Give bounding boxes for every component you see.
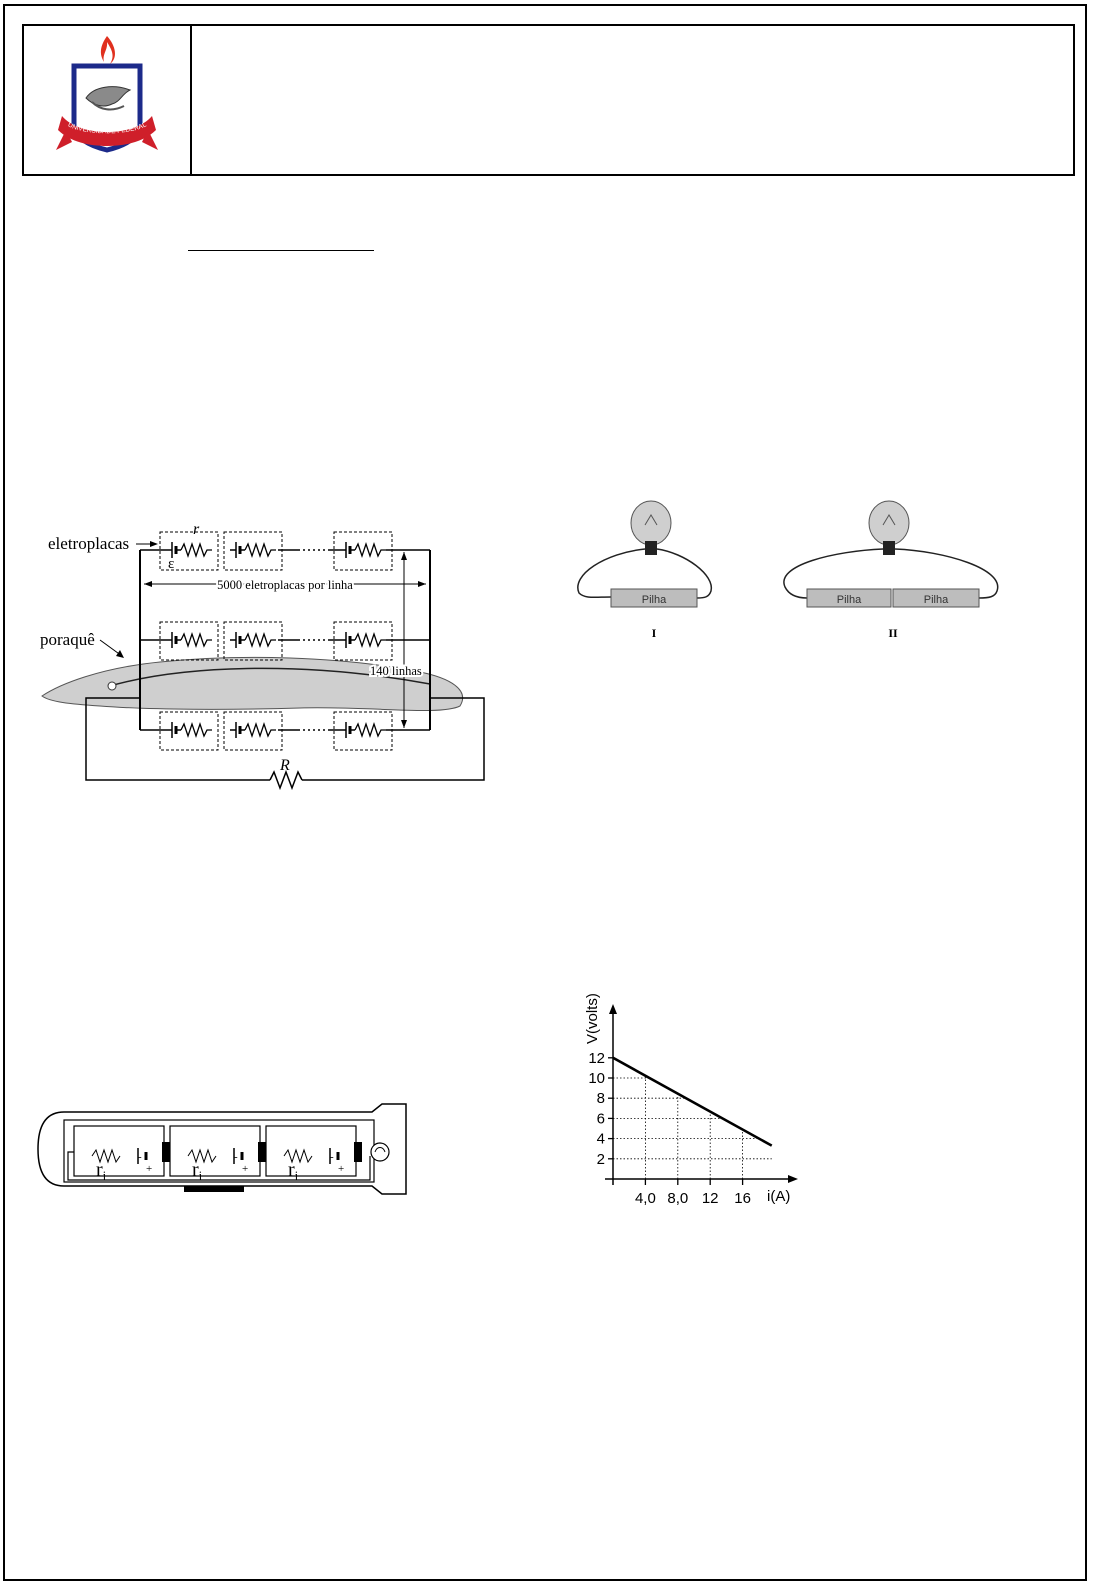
plus-terminal: + <box>242 1163 249 1175</box>
label-per-line: 5000 eletroplacas por linha <box>217 578 353 592</box>
x-tick-label: 12 <box>701 1190 719 1207</box>
caption-circuit-I: I <box>651 626 657 640</box>
chart-svg <box>570 980 820 1210</box>
header-box <box>22 24 1075 176</box>
minus-terminal: - <box>330 1151 334 1163</box>
x-tick-label: 8,0 <box>667 1190 689 1207</box>
plus-terminal: + <box>146 1163 153 1175</box>
label-external-resistance: R <box>280 757 290 774</box>
page-frame <box>3 4 1087 1581</box>
y-tick-label: 12 <box>588 1049 605 1067</box>
eletroplaca-row-1 <box>140 532 430 570</box>
minus-terminal: - <box>234 1151 238 1163</box>
logo-text: UNIVERSIDADE FEDERAL <box>66 121 148 136</box>
x-tick-label: 16 <box>734 1190 751 1207</box>
plus-terminal: + <box>338 1163 345 1175</box>
lamp-icon <box>631 501 671 545</box>
y-axis-arrow <box>609 1004 617 1014</box>
label-lines: 140 linhas <box>370 664 422 678</box>
lamp-icon <box>869 501 909 545</box>
university-crest-icon <box>52 32 162 162</box>
eel-circuit-figure <box>40 520 490 790</box>
label-emf: ε <box>168 556 175 572</box>
flashlight-figure <box>34 1100 414 1200</box>
circuit-I <box>578 501 712 640</box>
y-tick-label: 8 <box>596 1090 605 1108</box>
bulb-icon <box>371 1143 389 1161</box>
y-tick-label: 2 <box>596 1150 605 1168</box>
battery-label: Pilha <box>641 594 667 606</box>
caption-circuit-II: II <box>888 626 898 640</box>
battery-label: Pilha <box>836 594 862 606</box>
answer-blank-line <box>188 250 374 251</box>
voltage-current-chart <box>570 980 820 1210</box>
university-logo <box>52 32 162 162</box>
header-divider <box>190 24 192 176</box>
label-internal-resistance: r <box>193 521 200 538</box>
resistor-label: $r_i$ <box>192 1159 203 1183</box>
eletroplaca-row-2 <box>140 622 430 660</box>
x-axis-arrow <box>788 1175 798 1183</box>
y-tick-label: 10 <box>588 1070 605 1087</box>
minus-terminal: - <box>138 1151 142 1163</box>
eletroplaca-row-3 <box>140 712 430 750</box>
resistor-label: $r_i$ <box>288 1159 299 1183</box>
lamp-battery-figure <box>575 495 1045 645</box>
x-tick-label: 4,0 <box>634 1190 656 1207</box>
y-tick-label: 4 <box>596 1130 605 1148</box>
battery-label: Pilha <box>923 594 949 606</box>
resistor-label: $r_i$ <box>96 1159 107 1183</box>
circuit-II <box>784 501 998 640</box>
y-tick-label: 6 <box>596 1110 605 1128</box>
series-line <box>613 1058 772 1146</box>
y-axis-label: V(volts) <box>584 993 601 1044</box>
x-axis-label: i(A) <box>767 1188 791 1205</box>
label-poraque: poraquê <box>40 630 95 649</box>
label-eletroplacas: eletroplacas <box>48 534 130 553</box>
